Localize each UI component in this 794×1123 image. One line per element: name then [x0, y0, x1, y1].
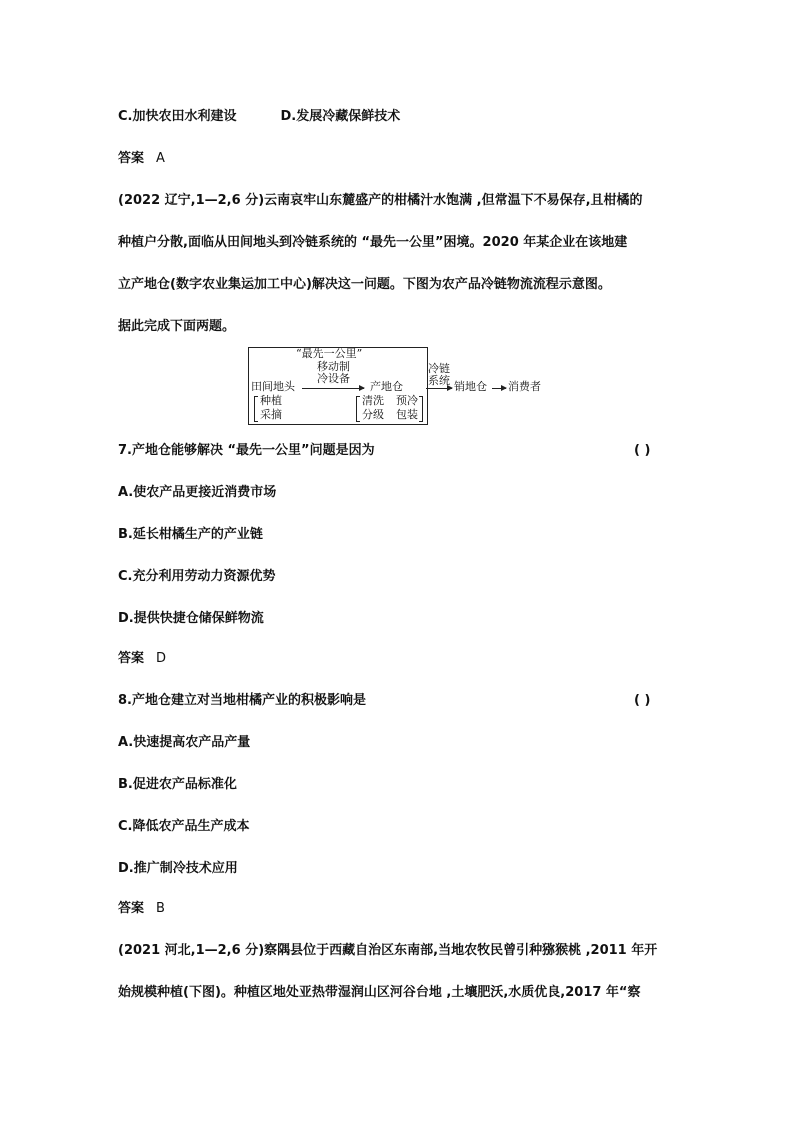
- arrow-to-consumer: [492, 388, 506, 389]
- q7-option-a[interactable]: A.使农产品更接近消费市场: [118, 485, 277, 500]
- q7-stem: 7.产地仓能够解决 “最先一公里”问题是因为: [118, 443, 375, 458]
- intro-line-1: (2022 辽宁,1—2,6 分)云南哀牢山东麓盛产的柑橘汁水饱满 ,但常温下不易保存,且柑橘的: [118, 193, 643, 208]
- q7-answer-value: D: [156, 651, 167, 666]
- q8-option-b[interactable]: B.促进农产品标准化: [118, 777, 237, 792]
- cold-chain-label-2: 系统: [428, 374, 450, 387]
- next-intro-line-1: (2021 河北,1—2,6 分)察隅县位于西藏自治区东南部,当地农牧民曾引种猕猴桃 ,2011 年开: [118, 943, 658, 958]
- q8-option-a[interactable]: A.快速提高农产品产量: [118, 735, 251, 750]
- arrow-field-to-warehouse: [302, 388, 364, 389]
- q8-answer-value: B: [156, 901, 165, 916]
- equipment-label-2: 冷设备: [317, 372, 350, 385]
- pack-label: 包装: [396, 408, 418, 421]
- q7-option-d[interactable]: D.提供快捷仓储保鲜物流: [118, 611, 264, 626]
- q7-option-b[interactable]: B.延长柑橘生产的产业链: [118, 527, 263, 542]
- answer-value: A: [156, 151, 165, 166]
- answer-label: 答案: [118, 901, 145, 916]
- answer-label: 答案: [118, 651, 145, 666]
- intro-line-3: 立产地仓(数字农业集运加工中心)解决这一问题。下图为农产品冷链物流流程示意图。: [118, 277, 611, 292]
- diagram-title: “最先一公里”: [296, 347, 363, 360]
- wash-label: 清洗: [362, 394, 384, 407]
- pick-label: 采摘: [260, 408, 282, 421]
- field-label: 田间地头: [251, 380, 295, 393]
- consumer-label: 消费者: [508, 380, 541, 393]
- q7-option-c[interactable]: C.充分利用劳动力资源优势: [118, 569, 276, 584]
- q8-option-c[interactable]: C.降低农产品生产成本: [118, 819, 250, 834]
- intro-line-2: 种植户分散,面临从田间地头到冷链系统的 “最先一公里”困境。2020 年某企业在该地建: [118, 235, 628, 250]
- q8-option-d[interactable]: D.推广制冷技术应用: [118, 861, 238, 876]
- arrow-to-sales: [426, 388, 452, 389]
- plant-label: 种植: [260, 394, 282, 407]
- warehouse-label: 产地仓: [370, 380, 403, 393]
- option-c: C.加快农田水利建设: [118, 109, 237, 124]
- q8-stem: 8.产地仓建立对当地柑橘产业的积极影响是: [118, 693, 366, 708]
- grade-label: 分级: [362, 408, 384, 421]
- answer-row: [118, 150, 165, 168]
- q7-answer-row: [118, 650, 166, 668]
- next-intro-line-2: 始规模种植(下图)。种植区地处亚热带湿润山区河谷台地 ,土壤肥沃,水质优良,2017 年“察: [118, 985, 641, 1000]
- cold-chain-flow-diagram: [248, 347, 568, 427]
- answer-label: 答案: [118, 151, 145, 166]
- precool-label: 预冷: [396, 394, 418, 407]
- previous-options-row: [118, 108, 400, 126]
- option-d: D.发展冷藏保鲜技术: [280, 109, 401, 124]
- bracket-mid-right: [419, 396, 423, 422]
- cold-chain-label-1: 冷链: [428, 362, 450, 375]
- q8-answer-row: [118, 900, 165, 918]
- equipment-label-1: 移动制: [317, 360, 350, 373]
- bracket-mid-left: [356, 396, 360, 422]
- q7-answer-blank: ( ): [634, 443, 651, 458]
- q8-answer-blank: ( ): [634, 693, 651, 708]
- intro-line-4: 据此完成下面两题。: [118, 319, 236, 334]
- bracket-left: [254, 396, 258, 422]
- sales-warehouse-label: 销地仓: [454, 380, 487, 393]
